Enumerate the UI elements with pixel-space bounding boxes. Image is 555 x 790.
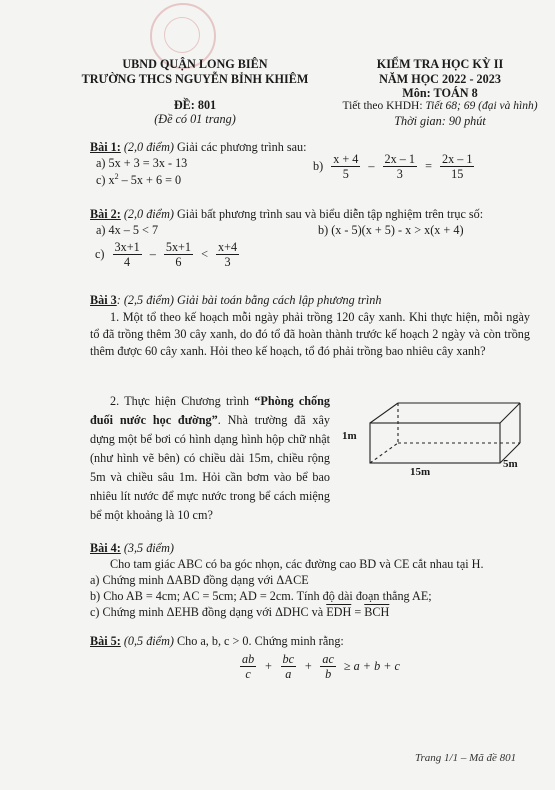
fraction: $\frac{bc}{a}$	[282, 652, 295, 681]
page-footer: Trang 1/1 – Mã đề 801	[415, 752, 517, 764]
figure-height-label: 1m	[342, 430, 357, 442]
bai4-a: a) Chứng minh ΔABD đồng dạng với ΔACE	[90, 573, 309, 587]
box-edge	[500, 403, 520, 423]
fraction: $\frac{ac}{b}$	[322, 652, 334, 681]
bai1-heading: Bài 1: (2,0 điểm) Giải các phương trình sau:	[90, 140, 307, 154]
box-hidden-edge	[370, 443, 398, 463]
exam-time: Thời gian: 90 phút	[394, 114, 486, 128]
bai1-b: b) $\frac{x + 4}{5}$ – $\frac{2x - 1}{3}$ = $\frac{2x - 1}{15}$	[313, 152, 473, 181]
subject: Môn: TOÁN 8	[402, 86, 478, 100]
district-name: UBND QUẬN LONG BIÊN	[122, 57, 268, 71]
fraction: $\frac{ab}{c}$	[242, 652, 255, 681]
fraction: $\frac{x + 4}{5}$	[333, 152, 359, 181]
period-info: Tiết theo KHDH: Tiết 68; 69 (đại và hình)	[342, 100, 538, 112]
fraction: $\frac{2x - 1}{15}$	[441, 152, 473, 181]
bai3-heading: Bài 3: (2,5 điểm) Giải bài toán bằng cách lập phương trình	[90, 293, 382, 307]
figure-width-label: 5m	[503, 458, 518, 470]
bai2-a: a) 4x – 5 < 7	[96, 223, 159, 237]
fraction: $\frac{2x - 1}{3}$	[384, 152, 416, 181]
figure-length-label: 15m	[410, 466, 431, 478]
bai2-heading: Bài 2: (2,0 điểm) Giải bất phương trình sau và biểu diễn tập nghiệm trên trục số:	[90, 207, 484, 221]
bai3-part2: 2. Thực hiện Chương trình “Phòng chống đuối nước học đường”. Nhà trường đã xây dựng một bể bơi có hình dạng hình hộp chữ nhật (như hình vẽ bên) có chiều dài 15m, chiều rộng 5m và chiều sâu 1m. Hỏi cần bơm vào bể bao nhiêu lít nước để mực nước trong bể cách miệng bể một khoảng là 10 cm?	[90, 394, 331, 522]
exam-title: KIỂM TRA HỌC KỲ II	[376, 57, 504, 71]
bai5-inequality: $\frac{ab}{c}$ + $\frac{bc}{a}$ + $\frac{ac}{b}$ ≥ a + b + c	[242, 652, 400, 681]
bai1-c: c) $x^2 - 5x + 6 = 0$	[96, 172, 182, 188]
pages-note: (Đề có 01 trang)	[154, 112, 236, 126]
bai2-c: c) $\frac{3x+1}{4}$ – $\frac{5x+1}{6}$ < $\frac{x+4}{3}$	[95, 240, 238, 269]
angle-edh: $\overline{EDH}$	[326, 605, 352, 619]
fraction: $\frac{5x+1}{6}$	[165, 240, 192, 269]
bai3-part1: 1. Một tổ theo kế hoạch mỗi ngày phải trồng 120 cây xanh. Khi thực hiện, mỗi ngày tổ đã trồng thêm 30 cây xanh, do đó tổ đã hoàn thành trước kế hoạch 2 ngày và còn trồng thêm được 60 cây xanh. Hỏi theo kế hoạch, tổ đó phải trồng bao nhiêu cây xanh?	[90, 310, 530, 359]
bai1-a: a) 5x + 3 = 3x - 13	[96, 156, 188, 170]
pool-box-figure	[330, 395, 530, 495]
bai4-heading: Bài 4: (3,5 điểm)	[90, 541, 174, 555]
exam-code: ĐỀ: 801	[173, 98, 217, 112]
bai4-c: c) Chứng minh ΔEHB đồng dạng với ΔDHC và $\overline{EDH} = \overline{BCH}$	[90, 605, 390, 619]
school-year: NĂM HỌC 2022 - 2023	[379, 72, 501, 86]
fraction: $\frac{x+4}{3}$	[217, 240, 238, 269]
bai2-b: b) (x - 5)(x + 5) - x > x(x + 4)	[318, 223, 464, 237]
fraction: $\frac{3x+1}{4}$	[114, 240, 140, 269]
school-name: TRƯỜNG THCS NGUYỄN BỈNH KHIÊM	[81, 72, 309, 86]
angle-bch: $\overline{BCH}$	[364, 605, 390, 619]
bai4-b: b) Cho AB = 4cm; AC = 5cm; AD = 2cm. Tính độ dài đoạn thẳng AE;	[90, 589, 432, 603]
bai4-intro: Cho tam giác ABC có ba góc nhọn, các đường cao BD và CE cắt nhau tại H.	[110, 557, 484, 571]
bai5-heading: Bài 5: (0,5 điểm) Cho a, b, c > 0. Chứng minh rằng:	[90, 634, 344, 648]
box-edge	[370, 403, 398, 423]
